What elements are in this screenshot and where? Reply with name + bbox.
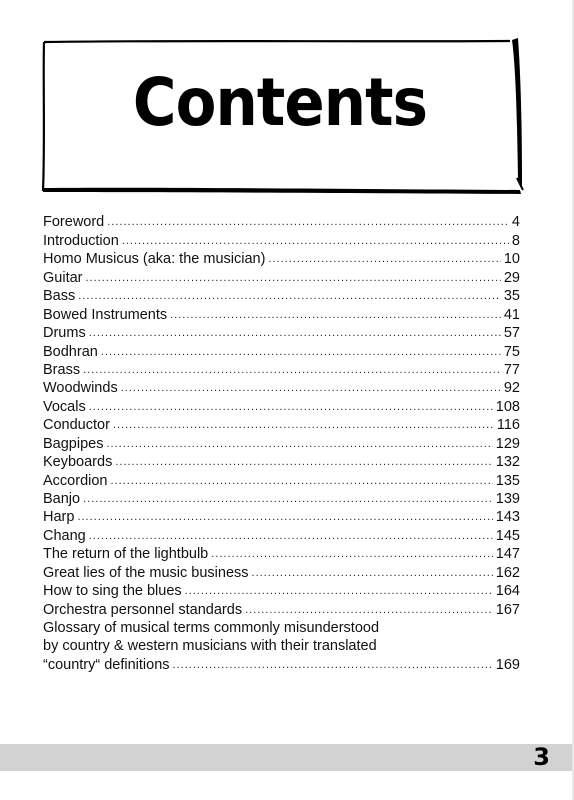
- toc-leader-dots: [110, 474, 492, 488]
- toc-entry: [43, 656, 520, 674]
- toc-entry-page: 4: [511, 214, 520, 231]
- toc-entry-title: Bowed Instruments: [43, 306, 168, 323]
- toc-entry-page: 29: [503, 269, 520, 286]
- toc-entry-page: 10: [503, 251, 520, 268]
- toc-entry: [43, 600, 520, 618]
- toc-entry-title: Chang: [43, 527, 86, 544]
- toc-entry-title: Introduction: [43, 232, 119, 249]
- toc-entry-title: Brass: [43, 361, 81, 378]
- toc-entry: [43, 342, 520, 360]
- toc-leader-dots: [211, 547, 493, 561]
- toc-entry-title: Woodwinds: [43, 380, 118, 397]
- toc-entry: [43, 563, 520, 581]
- toc-entry: [43, 213, 520, 231]
- toc-entry-title: Bagpipes: [43, 435, 104, 452]
- toc-entry: [43, 305, 520, 323]
- title-frame: [0, 0, 574, 200]
- toc-entry-title-line: Glossary of musical terms commonly misunderstood: [43, 619, 380, 636]
- toc-leader-dots: [89, 400, 493, 414]
- toc-leader-dots: [115, 455, 492, 469]
- toc-entry-page: 116: [496, 417, 520, 434]
- footer-bar: [0, 744, 574, 771]
- toc-entry-page: 169: [495, 656, 520, 673]
- toc-entry-page: 147: [495, 546, 520, 563]
- toc-entry-page: 108: [495, 398, 520, 415]
- toc-entry: [43, 287, 520, 305]
- toc-entry: [43, 231, 520, 249]
- toc-entry: [43, 582, 520, 600]
- toc-entry-title: Keyboards: [43, 454, 113, 471]
- toc-leader-dots: [86, 271, 501, 285]
- toc-entry-title: Foreword: [43, 214, 105, 231]
- toc-entry-title: Homo Musicus (aka: the musician): [43, 251, 266, 268]
- toc-entry: [43, 397, 520, 415]
- toc-entry: [43, 361, 520, 379]
- toc-leader-dots: [89, 529, 493, 543]
- toc-leader-dots: [83, 492, 493, 506]
- toc-entry-page: 92: [503, 380, 520, 397]
- toc-entry-page: 143: [495, 509, 520, 526]
- toc-entry-title: Accordion: [43, 472, 108, 489]
- toc-leader-dots: [122, 234, 509, 248]
- toc-entry-title: Orchestra personnel standards: [43, 601, 243, 618]
- toc-entry-page: 139: [495, 491, 520, 507]
- toc-entry-page: 41: [503, 306, 520, 323]
- toc-leader-dots: [268, 252, 500, 266]
- toc-leader-dots: [83, 363, 501, 377]
- toc-leader-dots: [121, 381, 501, 395]
- toc-entry: [43, 508, 520, 526]
- table-of-contents: [43, 213, 520, 674]
- toc-entry-title: Bass: [43, 288, 76, 305]
- toc-leader-dots: [173, 658, 493, 672]
- toc-leader-dots: [78, 289, 501, 303]
- toc-entry-title: Conductor: [43, 417, 110, 434]
- toc-leader-dots: [107, 215, 509, 229]
- toc-entry-page: 57: [503, 325, 520, 342]
- toc-leader-dots: [113, 418, 494, 432]
- toc-entry-title-line: “country“ definitions: [43, 656, 170, 673]
- toc-entry-title: Banjo: [43, 491, 81, 507]
- toc-leader-dots: [101, 345, 501, 359]
- toc-entry-page: 132: [495, 454, 520, 471]
- toc-entry-page: 8: [511, 232, 520, 249]
- toc-leader-dots: [170, 308, 501, 322]
- toc-entry-title: Harp: [43, 509, 75, 526]
- toc-entry: [43, 379, 520, 397]
- toc-entry-title: Drums: [43, 325, 86, 342]
- toc-entry: [43, 490, 520, 508]
- toc-entry-page: 145: [495, 527, 520, 544]
- toc-leader-dots: [185, 584, 493, 598]
- toc-entry-page: 162: [495, 564, 520, 581]
- page-title: Contents: [132, 64, 428, 141]
- toc-entry-title: Guitar: [43, 269, 83, 286]
- toc-entry: [43, 545, 520, 563]
- toc-entry: [43, 250, 520, 268]
- page-number: 3: [533, 743, 550, 771]
- toc-entry-page: 77: [503, 361, 520, 378]
- toc-entry: [43, 471, 520, 489]
- toc-entry-page: 167: [495, 601, 520, 618]
- toc-entry-page: 164: [495, 583, 520, 600]
- toc-entry: [43, 526, 520, 544]
- toc-entry: [43, 268, 520, 286]
- toc-leader-dots: [89, 326, 501, 340]
- toc-entry: [43, 453, 520, 471]
- toc-entry-page: 35: [503, 288, 520, 305]
- toc-entry-title: Bodhran: [43, 343, 98, 360]
- toc-leader-dots: [106, 437, 492, 451]
- toc-entry: [43, 434, 520, 452]
- toc-entry-page: 135: [495, 472, 520, 489]
- toc-entry-page: 75: [503, 343, 520, 360]
- toc-entry-title: How to sing the blues: [43, 583, 182, 600]
- toc-entry-title: Vocals: [43, 398, 86, 415]
- toc-entry: [43, 416, 520, 434]
- toc-entry-title: The return of the lightbulb: [43, 546, 209, 563]
- toc-entry-title-line: by country & western musicians with their translated: [43, 638, 377, 655]
- toc-leader-dots: [77, 510, 492, 524]
- toc-entry-title: Great lies of the music business: [43, 564, 249, 581]
- toc-entry-page: 129: [495, 435, 520, 452]
- toc-entry: [43, 324, 520, 342]
- toc-leader-dots: [245, 603, 493, 617]
- toc-leader-dots: [252, 566, 493, 580]
